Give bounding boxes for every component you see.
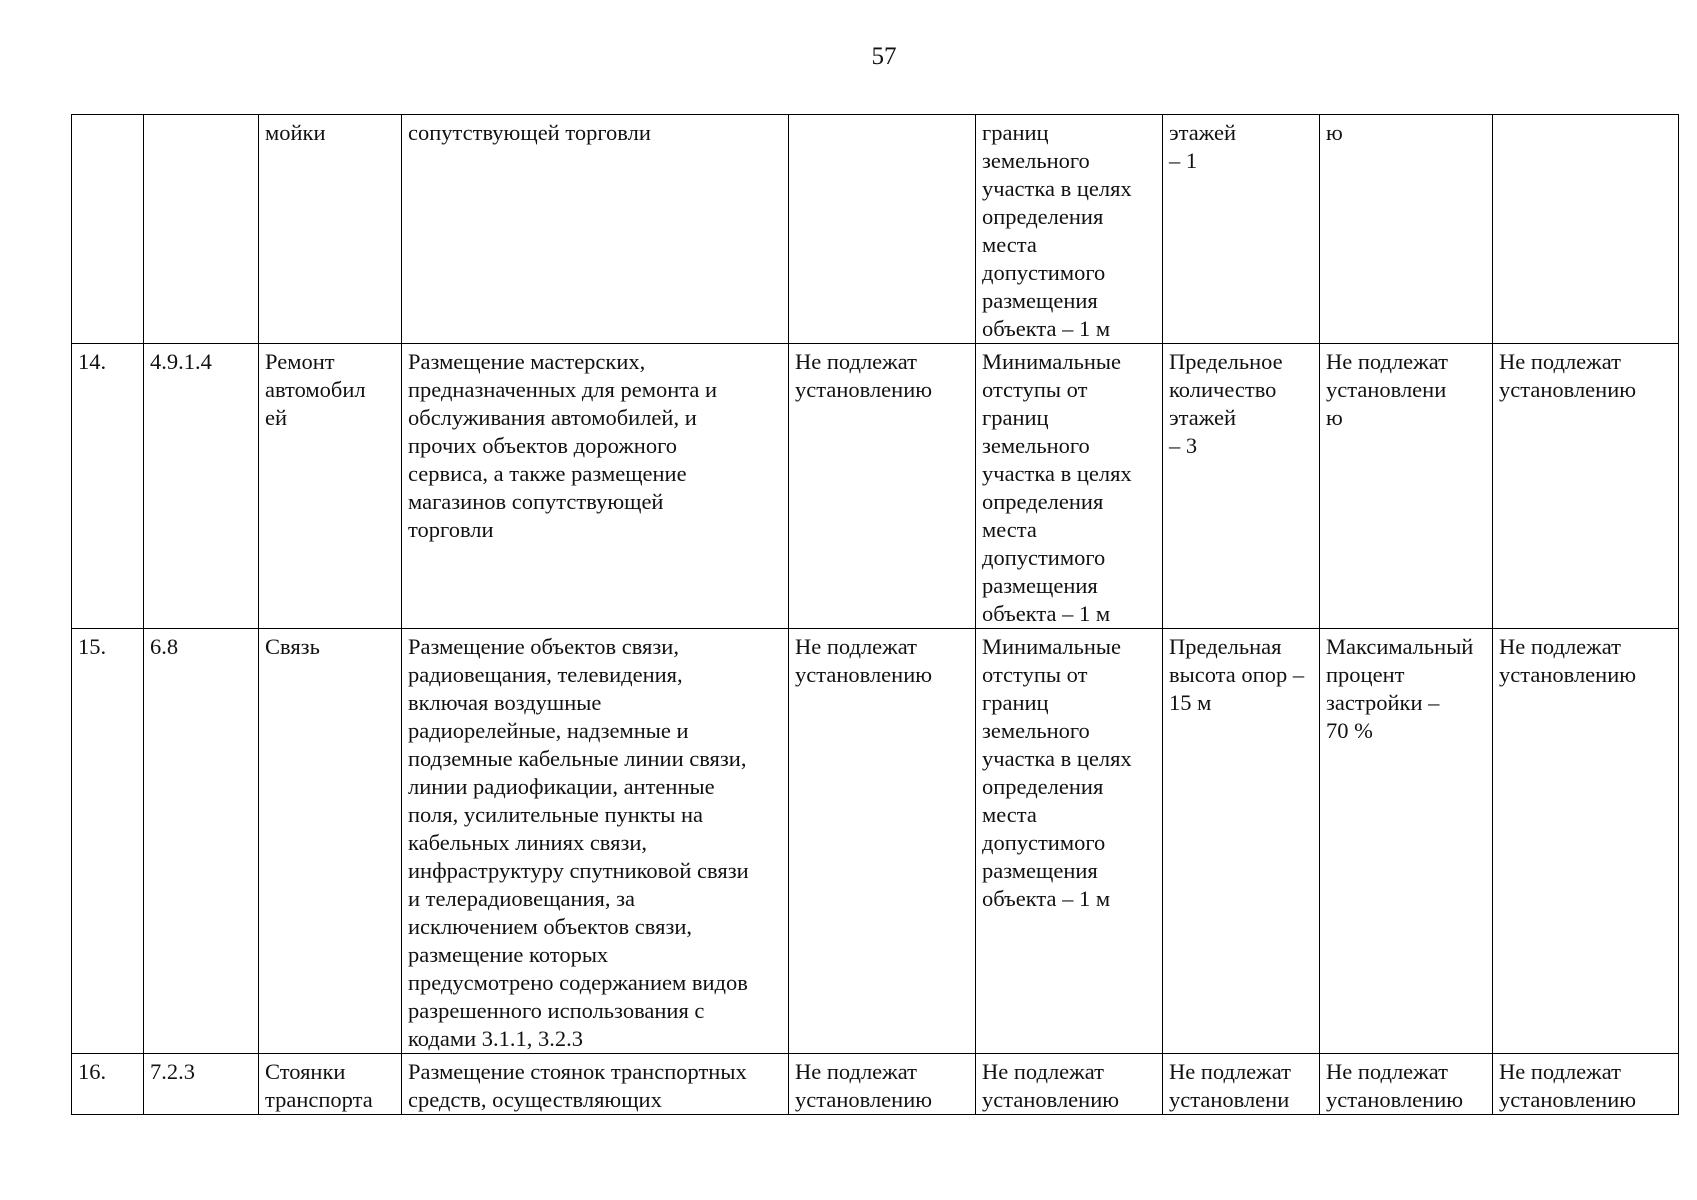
cell-use-name: Стоянки транспорта: [259, 1054, 402, 1115]
cell-description: Размещение объектов связи, радиовещания, телевидения, включая воздушные радиорелейные, надземные и подземные кабельные линии связи, линии радиофикации, антенные поля, усилительные пункты на кабельных линиях связи, инфраструктуру спутниковой связи и телерадиовещания, за исключением объектов связи, размещение которых предусмотрено содержанием видов разрешенного использования с кодами 3.1.1, 3.2.3: [402, 629, 789, 1054]
cell-number: 14.: [72, 344, 144, 629]
cell-floors-height: Предельное количество этажей – 3: [1163, 344, 1320, 629]
page-number: 57: [871, 43, 897, 70]
cell-code: [144, 115, 259, 344]
cell-other-params: Не подлежат установлению: [1493, 629, 1679, 1054]
cell-plot-size: [789, 115, 976, 344]
cell-description: Размещение мастерских, предназначенных для ремонта и обслуживания автомобилей, и прочих объектов дорожного сервиса, а также размещение магазинов сопутствующей торговли: [402, 344, 789, 629]
cell-use-name: Ремонт автомобил ей: [259, 344, 402, 629]
cell-building-coverage: Не подлежат установлени ю: [1320, 344, 1493, 629]
cell-setbacks: Не подлежат установлению: [976, 1054, 1163, 1115]
cell-building-coverage: Не подлежат установлению: [1320, 1054, 1493, 1115]
table-row: [72, 1054, 1679, 1115]
cell-number: [72, 115, 144, 344]
cell-building-coverage: Максимальный процент застройки – 70 %: [1320, 629, 1493, 1054]
cell-floors-height: этажей – 1: [1163, 115, 1320, 344]
table-row: [72, 344, 1679, 629]
cell-description: Размещение стоянок транспортных средств, осуществляющих: [402, 1054, 789, 1115]
cell-other-params: [1493, 115, 1679, 344]
cell-setbacks: границ земельного участка в целях определения места допустимого размещения объекта – 1 м: [976, 115, 1163, 344]
cell-number: 16.: [72, 1054, 144, 1115]
cell-plot-size: Не подлежат установлению: [789, 629, 976, 1054]
cell-code: 4.9.1.4: [144, 344, 259, 629]
cell-use-name: Связь: [259, 629, 402, 1054]
table-row: [72, 629, 1679, 1054]
regulations-table: [71, 114, 1679, 1115]
cell-use-name: мойки: [259, 115, 402, 344]
cell-building-coverage: ю: [1320, 115, 1493, 344]
cell-floors-height: Не подлежат установлени: [1163, 1054, 1320, 1115]
table-row: [72, 115, 1679, 344]
cell-setbacks: Минимальные отступы от границ земельного участка в целях определения места допустимого размещения объекта – 1 м: [976, 344, 1163, 629]
cell-other-params: Не подлежат установлению: [1493, 344, 1679, 629]
cell-code: 7.2.3: [144, 1054, 259, 1115]
cell-description: сопутствующей торговли: [402, 115, 789, 344]
cell-other-params: Не подлежат установлению: [1493, 1054, 1679, 1115]
cell-number: 15.: [72, 629, 144, 1054]
cell-plot-size: Не подлежат установлению: [789, 344, 976, 629]
cell-floors-height: Предельная высота опор – 15 м: [1163, 629, 1320, 1054]
cell-setbacks: Минимальные отступы от границ земельного участка в целях определения места допустимого размещения объекта – 1 м: [976, 629, 1163, 1054]
cell-code: 6.8: [144, 629, 259, 1054]
cell-plot-size: Не подлежат установлению: [789, 1054, 976, 1115]
